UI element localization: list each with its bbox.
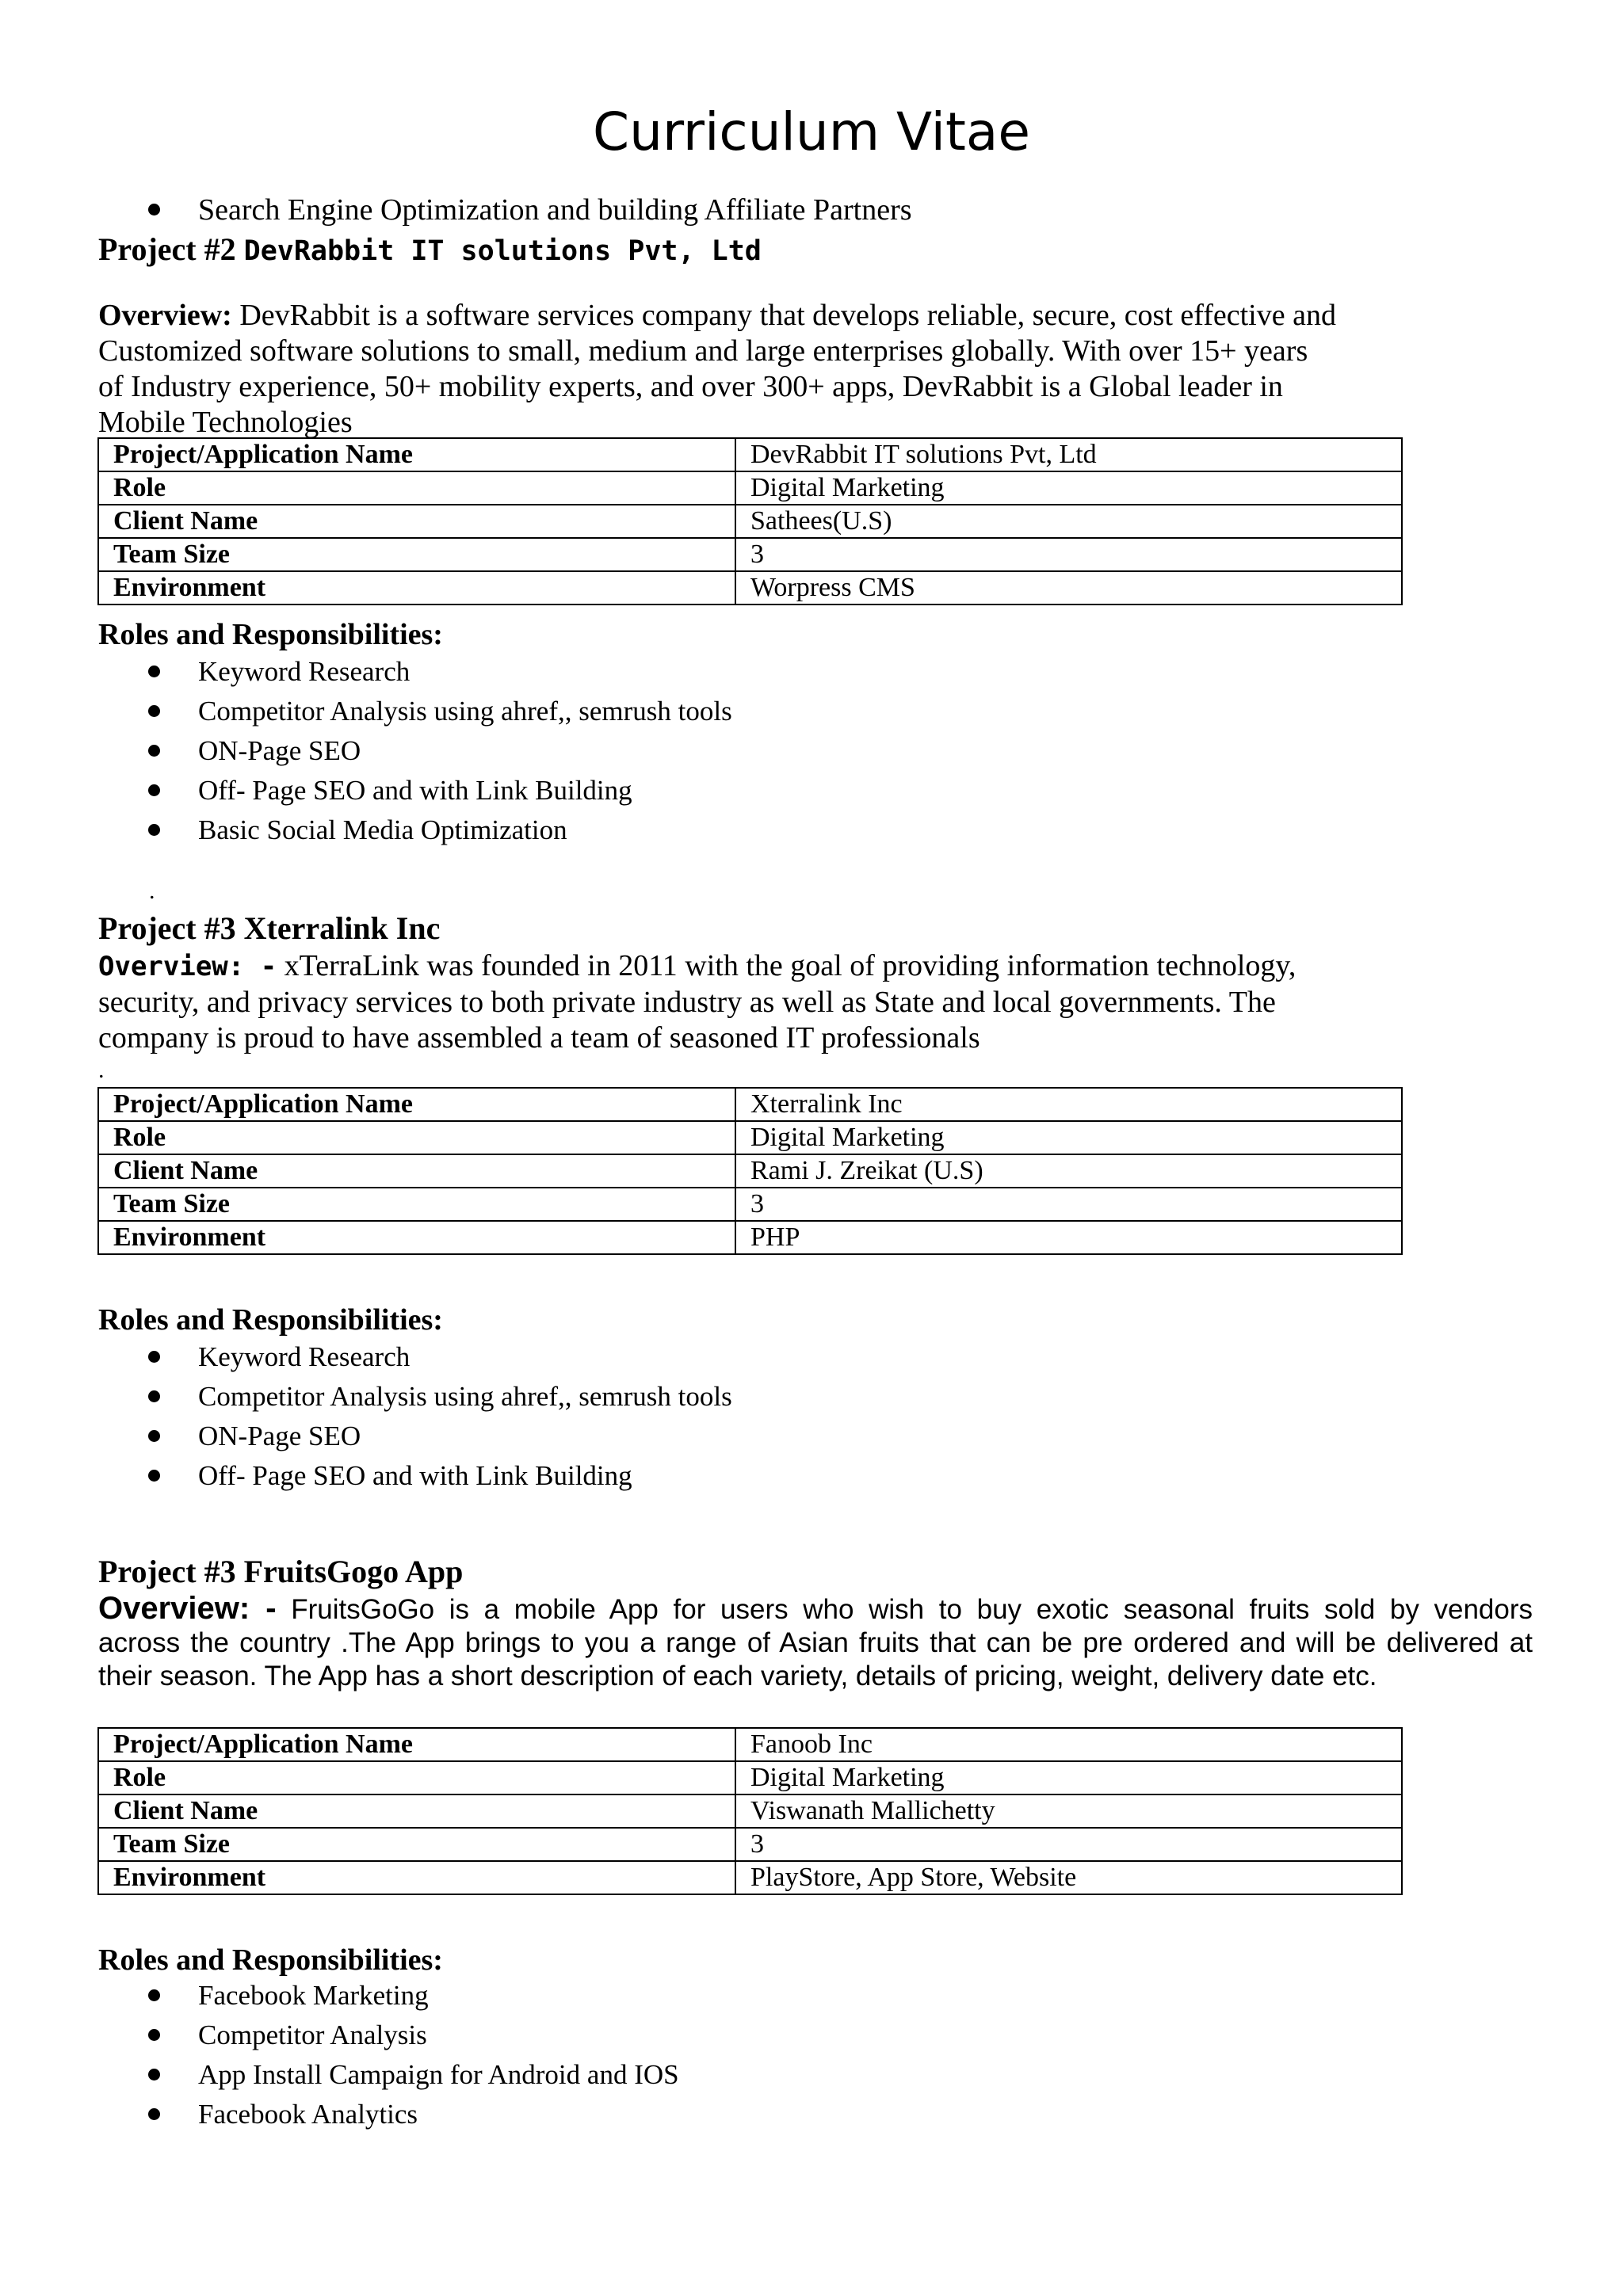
list-item-text: Competitor Analysis using ahref,, semrush tools [198,1381,732,1412]
table-value: Fanoob Inc [735,1728,1402,1761]
bullet-icon [148,705,160,717]
table-value: DevRabbit IT solutions Pvt, Ltd [735,438,1402,471]
table-row [98,571,1402,605]
table-value: Viswanath Mallichetty [735,1794,1402,1828]
project3b-heading: Project #3 FruitsGogo App [98,1554,464,1589]
overview-line: across the country .The App brings to you a range of Asian fruits that can be pre ordered and will be delivered at [98,1627,1533,1658]
list-item [0,190,912,230]
overview-line: Mobile Technologies [98,406,353,439]
overview-label: Overview: [98,299,232,332]
table-row [98,1154,1402,1188]
overview-label: Overview: - [98,951,277,982]
bullet-icon [148,2029,160,2041]
table-label: Client Name [98,505,735,538]
table-value: 3 [735,538,1402,571]
trailing-dot: . [149,878,155,904]
table-label: Team Size [98,1188,735,1221]
project2-roles-heading: Roles and Responsibilities: [98,618,443,651]
list-item [0,771,732,810]
table-row [98,1761,1402,1794]
table-value: PlayStore, App Store, Website [735,1861,1402,1894]
overview-line: their season. The App has a short description of each variety, details of pricing, weight, delivery date etc. [98,1661,1377,1691]
list-item [0,1337,732,1377]
table-row [98,1221,1402,1254]
list-item-text: Keyword Research [198,1341,411,1372]
overview-line: Customized software solutions to small, medium and large enterprises globally. With over 15+ years [98,334,1308,368]
project3a-roles-heading: Roles and Responsibilities: [98,1303,443,1337]
project3b-info-table [97,1727,1403,1895]
table-label: Environment [98,1221,735,1254]
table-row [98,1188,1402,1221]
overview-line: company is proud to have assembled a team of seasoned IT professionals [98,1021,980,1055]
project3a-heading: Project #3 Xterralink Inc [98,910,441,946]
table-label: Project/Application Name [98,1728,735,1761]
table-row [98,471,1402,505]
list-item [0,1417,732,1456]
overview-line [98,948,1366,985]
project2-roles-list [0,652,732,850]
document-title: Curriculum Vitae [593,101,1030,162]
list-item [0,1976,679,2016]
table-row [98,1728,1402,1761]
overview-label: Overview: - [98,1591,277,1626]
project3a-roles-list [0,1337,732,1496]
list-item-text: Keyword Research [198,656,411,687]
bullet-icon [148,2108,160,2120]
table-label: Role [98,471,735,505]
project2-heading-company: DevRabbit IT solutions Pvt, Ltd [243,235,762,267]
table-label: Client Name [98,1154,735,1188]
list-item [0,2016,679,2055]
table-row [98,1828,1402,1861]
list-item-text: Competitor Analysis [198,2019,427,2050]
bullet-icon [148,784,160,796]
table-label: Team Size [98,538,735,571]
table-row [98,538,1402,571]
bullet-icon [148,1390,160,1402]
table-label: Project/Application Name [98,438,735,471]
table-label: Environment [98,571,735,605]
list-item [0,652,732,692]
table-label: Team Size [98,1828,735,1861]
table-value: Worpress CMS [735,571,1402,605]
project3b-overview [98,1592,1533,1693]
overview-line [98,298,1366,334]
table-label: Role [98,1121,735,1154]
list-item-text: ON-Page SEO [198,1421,361,1451]
project3a-info-table [97,1087,1403,1255]
table-value: 3 [735,1188,1402,1221]
list-item-text: Off- Page SEO and with Link Building [198,1460,632,1491]
table-value: Digital Marketing [735,1121,1402,1154]
overview-text: xTerraLink was founded in 2011 with the goal of providing information technology, [284,949,1296,982]
list-item [0,692,732,731]
list-item-text: Search Engine Optimization and building Affiliate Partners [198,193,912,227]
table-label: Environment [98,1861,735,1894]
table-row [98,1121,1402,1154]
list-item [0,1377,732,1417]
bullet-icon [148,1351,160,1363]
list-item [0,810,732,850]
list-item-text: App Install Campaign for Android and IOS [198,2059,679,2090]
bullet-icon [148,745,160,757]
table-row [98,1794,1402,1828]
table-value: Digital Marketing [735,1761,1402,1794]
list-item-text: Facebook Analytics [198,2099,418,2130]
table-value: Xterralink Inc [735,1088,1402,1121]
table-value: PHP [735,1221,1402,1254]
list-item [0,2055,679,2095]
table-value: 3 [735,1828,1402,1861]
project2-overview [98,298,1366,441]
project2-info-table [97,437,1403,605]
bullet-icon [148,1470,160,1482]
list-item-text: ON-Page SEO [198,735,361,766]
project3b-roles-list [0,1976,679,2134]
bullet-icon [148,2069,160,2081]
project3b-roles-heading: Roles and Responsibilities: [98,1943,443,1977]
overview-line: security, and privacy services to both private industry as well as State and local governments. The [98,986,1276,1019]
list-item-text: Facebook Marketing [198,1980,429,2011]
list-item-text: Basic Social Media Optimization [198,814,567,845]
bullet-icon [148,824,160,836]
list-item [0,731,732,771]
bullet-icon [148,204,160,215]
list-item-text: Competitor Analysis using ahref,, semrush tools [198,696,732,727]
table-row [98,1861,1402,1894]
overview-text: DevRabbit is a software services company that develops reliable, secure, cost effective and [239,299,1336,332]
list-item [0,1456,732,1496]
table-row [98,438,1402,471]
bullet-icon [148,1989,160,2001]
table-label: Role [98,1761,735,1794]
table-label: Client Name [98,1794,735,1828]
table-value: Rami J. Zreikat (U.S) [735,1154,1402,1188]
overview-text: FruitsGoGo is a mobile App for users who wish to buy exotic seasonal fruits sold by vendors [291,1594,1533,1625]
project2-heading [98,231,762,270]
table-value: Sathees(U.S) [735,505,1402,538]
list-item-text: Off- Page SEO and with Link Building [198,775,632,806]
bullet-icon [148,666,160,677]
table-row [98,505,1402,538]
table-row [98,1088,1402,1121]
table-value: Digital Marketing [735,471,1402,505]
overview-line [98,1592,1533,1627]
table-label: Project/Application Name [98,1088,735,1121]
list-item [0,2095,679,2134]
trailing-dot: . [98,1057,105,1083]
bullet-icon [148,1430,160,1442]
intro-bullet-list [0,190,912,230]
project3a-overview [98,948,1366,1056]
project2-heading-prefix: Project #2 [98,231,236,267]
overview-line: of Industry experience, 50+ mobility experts, and over 300+ apps, DevRabbit is a Global leader in [98,370,1283,403]
